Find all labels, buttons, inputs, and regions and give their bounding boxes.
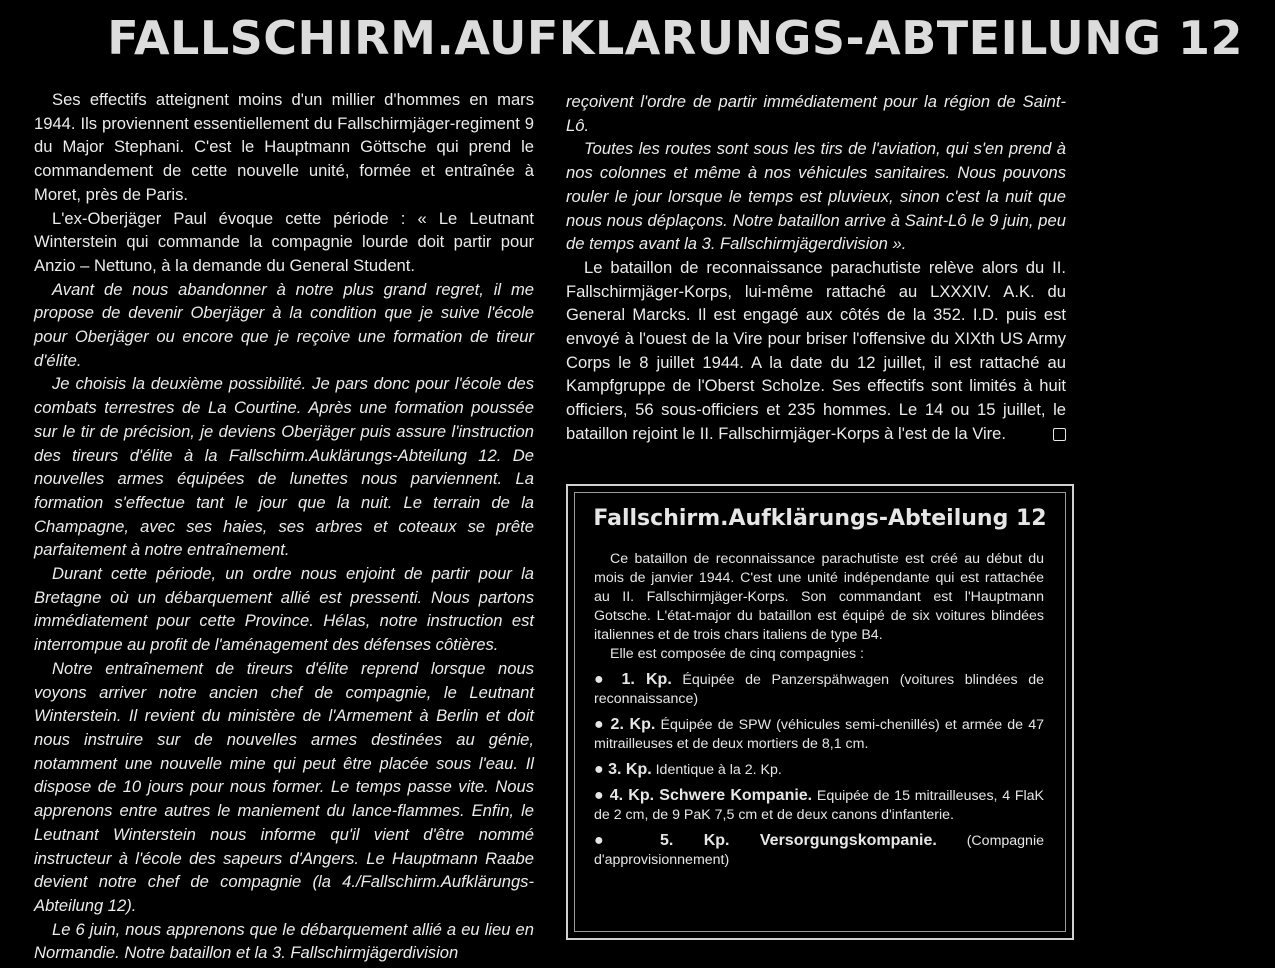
- company-description: Équipée de SPW (véhicules semi-chenillés) et armée de 47 mitrailleuses et de deux mortiers de 8,1 cm.: [594, 717, 1045, 752]
- page-title: FALLSCHIRM.AUFKLARUNGS-ABTEILUNG 12: [107, 11, 1243, 65]
- bullet-icon: ●: [594, 671, 622, 688]
- left-paragraph: Notre entraînement de tireurs d'élite reprend lorsque nous voyons arriver notre ancien chef de compagnie, le Leutnant Winterstein. Il revient du ministère de l'Armement à Berlin et doit nous instruire sur de nouvelles armes destinées au génie, notamment une nouvelle mine qui peut être placée sous l'eau. Il dispose de 10 jours pour nous former. Le temps passe vite. Nous apprenons entre autres le maniement du lance-flammes. Enfin, le Leutnant Winterstein nous informe qu'il vient d'être nommé instructeur à l'école des sapeurs d'Angers. Le Hauptmann Raabe devient notre chef de compagnie (la 4./Fallschirm.Aufklärungs-Abteilung 12).: [34, 658, 534, 915]
- company-description: Equipée de 15 mitrailleuses, 4 FlaK de 2 cm, de 9 PaK 7,5 cm et de deux canons d'infanterie.: [594, 788, 1045, 823]
- right-column: [566, 90, 1066, 446]
- left-paragraph: Ses effectifs atteignent moins d'un millier d'hommes en mars 1944. Ils proviennent essentiellement du Fallschirmjäger-regiment 9 du Major Stephani. C'est le Hauptmann Göttsche qui prend le commandement de cette nouvelle unité, formée et entraînée à Moret, près de Paris.: [34, 90, 534, 204]
- left-paragraph: Durant cette période, un ordre nous enjoint de partir pour la Bretagne où un débarquement allié est pressenti. Nous partons immédiatement pour cette Province. Hélas, notre instruction est interrompue au profit de l'aménagement des défenses côtières.: [34, 564, 534, 655]
- company-description: Identique à la 2. Kp.: [651, 762, 782, 778]
- company-item: [594, 831, 1044, 870]
- company-description: (Compagnie d'approvisionnement): [594, 833, 1044, 868]
- bullet-icon: ●: [594, 716, 611, 733]
- left-paragraph: Avant de nous abandonner à notre plus grand regret, il me propose de devenir Oberjäger à la condition que je suive l'école pour Oberjäger ou encore que je reçoive une formation de tireur d'élite.: [34, 279, 534, 370]
- company-item: [594, 760, 1044, 780]
- company-list: [594, 670, 1044, 870]
- right-paragraph: reçoivent l'ordre de partir immédiatement pour la région de Saint-Lô.: [566, 92, 1066, 135]
- info-box-title: Fallschirm.Aufklärungs-Abteilung 12: [593, 506, 1047, 531]
- company-label: 4. Kp. Schwere Kompanie.: [609, 787, 813, 804]
- left-column: [34, 88, 534, 965]
- right-paragraph: Toutes les routes sont sous les tirs de l'aviation, qui s'en prend à nos colonnes et même à nos véhicules sanitaires. Nous pouvons rouler le jour lorsque le temps est pluvieux, sinon c'est la nuit que nous nous déplaçons. Notre bataillon arrive à Saint-Lô le 9 juin, peu de temps avant la 3. Fallschirmjägerdivision ».: [566, 139, 1066, 254]
- info-box-intro2: Elle est composée de cinq compagnies :: [610, 646, 864, 662]
- left-paragraph: Le 6 juin, nous apprenons que le débarquement allié a eu lieu en Normandie. Notre bataillon et la 3. Fallschirmjägerdivision: [34, 919, 534, 963]
- company-label: 2. Kp.: [610, 716, 656, 733]
- company-label: 3. Kp.: [608, 761, 652, 778]
- end-of-article-square-icon: [1053, 428, 1066, 441]
- info-box-intro: Ce bataillon de reconnaissance parachutiste est créé au début du mois de janvier 1944. C'est une unité indépendante qui est rattachée au II. Fallschirmjäger-Korps. Son commandant est l'Hauptmann Gotsche. L'état-major du bataillon est équipé de six voitures blindées italiennes et de trois chars italiens de type B4.: [594, 551, 1044, 643]
- company-label: 1. Kp.: [621, 671, 672, 688]
- info-box: [566, 484, 1074, 940]
- company-item: [594, 670, 1044, 709]
- right-paragraph: Le bataillon de reconnaissance parachutiste relève alors du II. Fallschirmjäger-Korps, lui-même rattaché au LXXXIV. A.K. du General Marcks. Il est engagé aux côtés de la 352. I.D. puis est envoyé à l'ouest de la Vire pour briser l'offensive du XIXth US Army Corps le 8 juillet 1944. A la date du 12 juillet, il est rattaché au Kampfgruppe de l'Oberst Scholze. Ses effectifs sont limités à huit officiers, 56 sous-officiers et 235 hommes. Le 14 ou 15 juillet, le bataillon rejoint le II. Fallschirmjäger-Korps à l'est de la Vire.: [566, 257, 1066, 443]
- bullet-icon: ●: [594, 761, 609, 778]
- bullet-icon: ●: [594, 787, 610, 804]
- left-paragraph: L'ex-Oberjäger Paul évoque cette période : « Le Leutnant Winterstein qui commande la compagnie lourde doit partir pour Anzio – Nettuno, à la demande du General Student.: [34, 208, 534, 275]
- company-label: 5. Kp. Versorgungskompanie.: [660, 832, 937, 849]
- info-box-body: [594, 550, 1044, 870]
- company-description: Équipée de Panzerspähwagen (voitures blindées de reconnaissance): [594, 672, 1045, 707]
- bullet-icon: ●: [594, 832, 660, 849]
- company-item: [594, 786, 1044, 825]
- company-item: [594, 715, 1044, 754]
- left-paragraph: Je choisis la deuxième possibilité. Je pars donc pour l'école des combats terrestres de La Courtine. Après une formation poussée sur le tir de précision, je deviens Oberjäger puis assure l'instruction des tireurs d'élite à la Fallschirm.Auklärungs-Abteilung 12. De nouvelles armes équipées de lunettes nous parviennent. La formation s'effectue tant le jour que la nuit. Le terrain de la Champagne, avec ses haies, ses arbres et coteaux se prête parfaitement à notre entraînement.: [34, 374, 534, 560]
